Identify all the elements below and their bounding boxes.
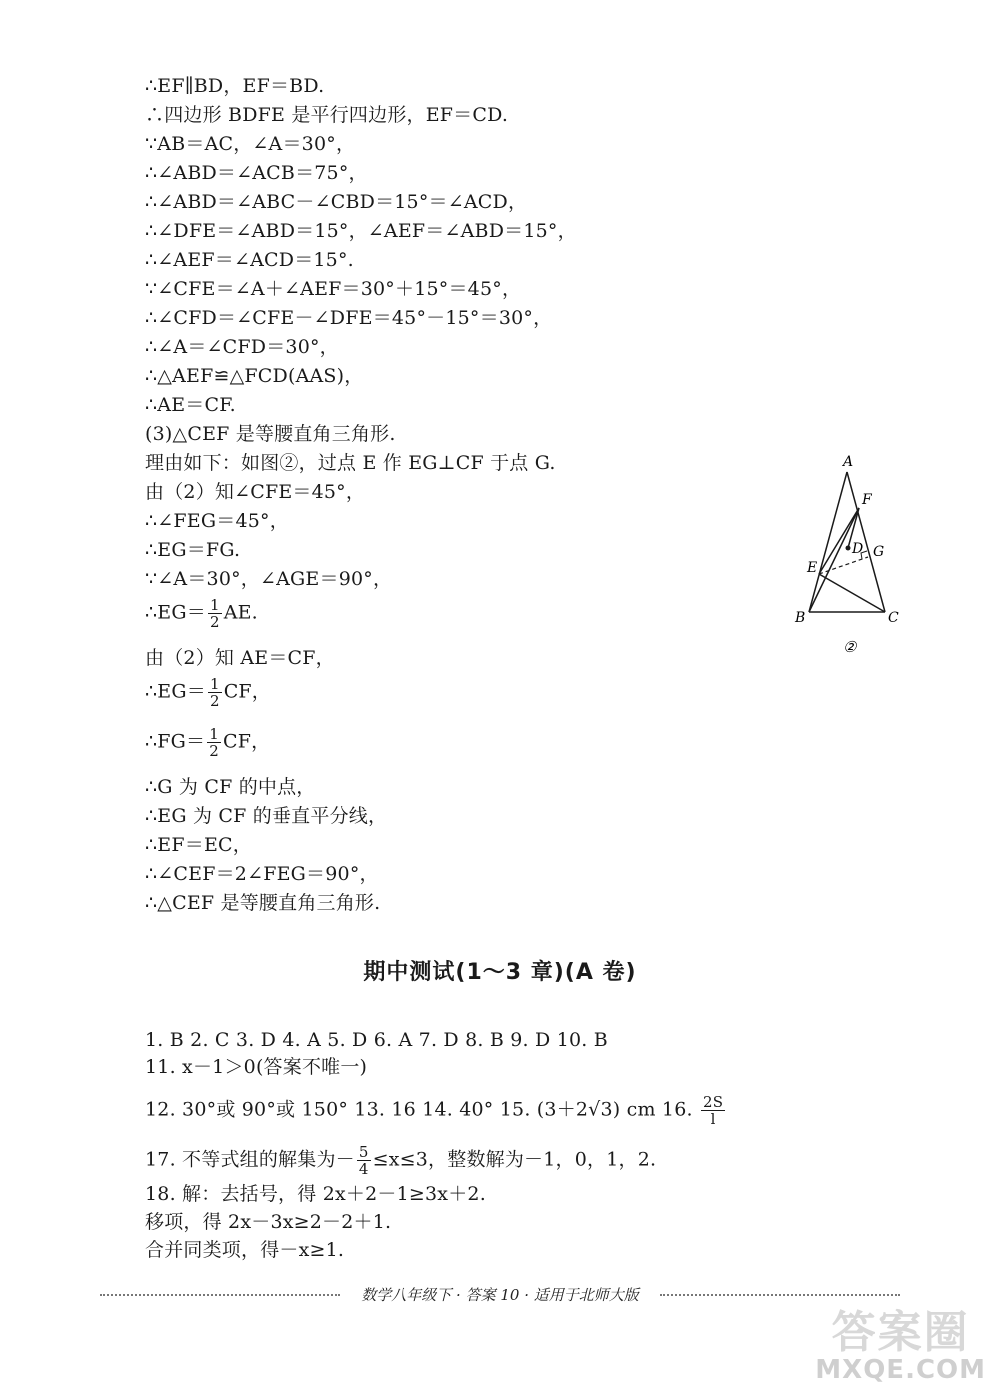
text-line: ∴EF∥BD，EF＝BD. bbox=[145, 75, 325, 97]
text-line: ∵∠A＝30°，∠AGE＝90°， bbox=[145, 568, 393, 590]
section-title: 期中测试(1～3 章)(A 卷) bbox=[363, 960, 637, 985]
fraction-numerator: 2S bbox=[703, 1093, 724, 1111]
point-d bbox=[846, 546, 851, 551]
fraction bbox=[207, 726, 221, 759]
watermark-url: MXQE.COM bbox=[815, 1355, 986, 1385]
text-line: ∴AE＝CF. bbox=[145, 394, 236, 416]
text-line: ∴四边形 BDFE 是平行四边形，EF＝CD. bbox=[145, 104, 509, 126]
side-ab bbox=[809, 472, 847, 612]
triangle-figure bbox=[785, 450, 905, 660]
label-e: E bbox=[807, 560, 818, 576]
text-line: ∴∠FEG＝45°， bbox=[145, 510, 289, 532]
answer-line-fraction bbox=[145, 1144, 656, 1177]
text-line: ∵∠CFE＝∠A＋∠AEF＝30°＋15°＝45°， bbox=[145, 278, 522, 300]
text-line: ∵AB＝AC，∠A＝30°， bbox=[145, 133, 356, 155]
text-fragment: CF， bbox=[223, 730, 271, 753]
fraction-denominator: 2 bbox=[209, 613, 220, 631]
text-line: ∴EG＝FG. bbox=[145, 539, 241, 561]
text-fragment: ∴EG＝ bbox=[145, 680, 206, 703]
answer-line-fraction bbox=[145, 1094, 727, 1127]
answer-line: 移项，得 2x－3x≥2－2＋1. bbox=[145, 1211, 392, 1233]
watermark-logo bbox=[815, 1307, 986, 1385]
text-line: ∴∠ABD＝∠ACB＝75°， bbox=[145, 162, 368, 184]
text-line: ∴∠CFD＝∠CFE－∠DFE＝45°－15°＝30°， bbox=[145, 307, 553, 329]
text-fragment: ∴EG＝ bbox=[145, 601, 206, 624]
text-line: ∴∠A＝∠CFD＝30°， bbox=[145, 336, 339, 358]
fraction-numerator: 1 bbox=[209, 725, 219, 743]
text-line: ∴△CEF 是等腰直角三角形. bbox=[145, 892, 381, 914]
text-line: ∴∠CEF＝2∠FEG＝90°， bbox=[145, 863, 379, 885]
answer-line: 合并同类项，得－x≥1. bbox=[145, 1239, 345, 1261]
fraction-denominator: 2 bbox=[209, 692, 220, 710]
footer-label: 数学八年级下 · 答案 10 · 适用于北师大版 bbox=[353, 1286, 646, 1304]
figure-caption: ② bbox=[843, 638, 857, 656]
text-line-fraction bbox=[145, 597, 258, 630]
text-line: ∴EG 为 CF 的垂直平分线， bbox=[145, 805, 388, 827]
label-g: G bbox=[873, 544, 885, 560]
fraction-numerator: 1 bbox=[209, 596, 220, 614]
text-fragment: 12. 30°或 90°或 150° 13. 16 14. 40° 15. (3＋2√3) cm 16. bbox=[145, 1098, 693, 1121]
text-line: 由（2）知∠CFE＝45°， bbox=[145, 481, 366, 503]
segment-eg-dashed bbox=[819, 557, 868, 574]
fraction-denominator: 2 bbox=[209, 742, 219, 760]
text-line-fraction bbox=[145, 676, 271, 709]
text-fragment: 17. 不等式组的解集为－ bbox=[145, 1148, 355, 1171]
fraction-denominator: 4 bbox=[358, 1160, 369, 1178]
text-line: ∴△AEF≌△FCD(AAS)， bbox=[145, 365, 364, 387]
text-line: ∴∠AEF＝∠ACD＝15°. bbox=[145, 249, 354, 271]
text-line: ∴∠ABD＝∠ABC－∠CBD＝15°＝∠ACD， bbox=[145, 191, 528, 213]
label-b: B bbox=[795, 610, 806, 626]
watermark-main: 答案圈 bbox=[831, 1307, 970, 1358]
page-footer bbox=[0, 1284, 1000, 1305]
text-line: ∴G 为 CF 的中点， bbox=[145, 776, 316, 798]
text-fragment: AE. bbox=[223, 601, 258, 624]
fraction bbox=[208, 597, 222, 630]
text-line: 由（2）知 AE＝CF， bbox=[145, 647, 335, 669]
label-f: F bbox=[862, 492, 872, 508]
fraction bbox=[701, 1094, 725, 1127]
text-line: 理由如下：如图②，过点 E 作 EG⊥CF 于点 G. bbox=[145, 452, 556, 474]
fraction-denominator: l bbox=[710, 1110, 716, 1128]
fraction-numerator: 5 bbox=[358, 1143, 369, 1161]
text-line-fraction bbox=[145, 726, 270, 759]
answer-line: 11. x－1＞0(答案不唯一) bbox=[145, 1056, 368, 1078]
text-line: ∴∠DFE＝∠ABD＝15°，∠AEF＝∠ABD＝15°， bbox=[145, 220, 577, 242]
segment-ec bbox=[819, 574, 885, 612]
label-c: C bbox=[888, 610, 899, 626]
label-a: A bbox=[843, 454, 854, 470]
text-line: (3)△CEF 是等腰直角三角形. bbox=[145, 423, 396, 445]
text-fragment: ≤x≤3，整数解为－1，0，1，2. bbox=[372, 1148, 657, 1171]
answer-line: 18. 解：去括号，得 2x＋2－1≥3x＋2. bbox=[145, 1183, 486, 1205]
text-fragment: CF， bbox=[223, 680, 272, 703]
fraction-numerator: 1 bbox=[209, 675, 220, 693]
text-fragment: ∴FG＝ bbox=[145, 730, 206, 753]
fraction bbox=[357, 1144, 371, 1177]
label-d: D bbox=[852, 541, 864, 557]
text-line: ∴EF＝EC， bbox=[145, 834, 252, 856]
fraction bbox=[208, 676, 222, 709]
answer-line: 1. B 2. C 3. D 4. A 5. D 6. A 7. D 8. B 9. D 10. B bbox=[145, 1029, 608, 1051]
